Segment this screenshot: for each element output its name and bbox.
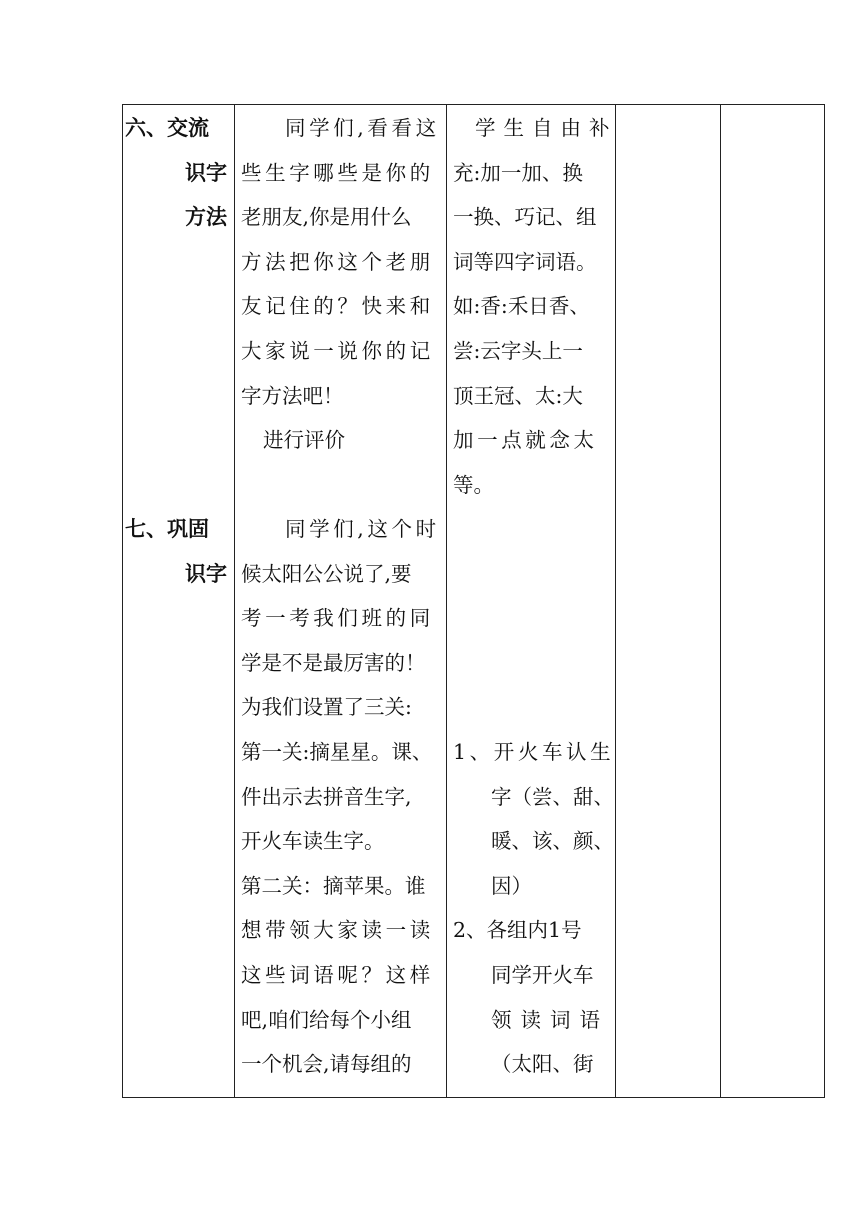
teacher-activity-column <box>241 507 446 1087</box>
student-text-line: 充:加一加、换 <box>453 160 583 185</box>
student-text-line: 学生自由补 <box>475 116 618 140</box>
stage-title: 识字 <box>185 561 227 586</box>
student-text-line: 如:香:禾日香、 <box>453 294 590 319</box>
teacher-activity-column <box>241 106 446 463</box>
column-divider <box>446 105 447 1097</box>
student-text-line: 1、开火车认生 <box>453 740 615 764</box>
student-text-line: 尝:云字头上一 <box>453 338 583 363</box>
student-text-line: 暖、该、颜、 <box>491 829 614 854</box>
teacher-text-line: 吧,咱们给每个小组 <box>241 1007 412 1032</box>
teacher-text-line: 件出示去拼音生字, <box>241 784 412 809</box>
empty-cell <box>616 105 720 1097</box>
student-text-line: 一换、巧记、组 <box>453 205 597 230</box>
teacher-text-line: 一个机会,请每组的 <box>241 1052 412 1077</box>
stage-column <box>125 106 229 240</box>
teacher-text-line: 老朋友,你是用什么 <box>241 205 412 230</box>
teacher-text-line: 为我们设置了三关: <box>241 695 412 720</box>
student-text-line: 等。 <box>453 472 494 497</box>
stage-title: 七、巩固 <box>125 517 209 541</box>
stage-title: 六、交流 <box>125 116 209 140</box>
teacher-text-line: 大家说一说你的记 <box>241 338 434 363</box>
student-text-line: 顶王冠、太:大 <box>453 383 583 408</box>
teacher-text-line: 开火车读生字。 <box>241 829 385 854</box>
student-text-line: 2、各组内1号 <box>453 918 582 943</box>
column-divider <box>234 105 235 1097</box>
empty-cell <box>721 105 824 1097</box>
teacher-text-line: 字方法吧！ <box>241 383 344 408</box>
teacher-text-line: 第二关：摘苹果。谁 <box>241 873 426 898</box>
student-text-line: 词等四字词语。 <box>453 249 597 274</box>
student-text-line: 加一点就念太 <box>453 428 598 453</box>
teacher-text-line: 同学们,这个时 <box>285 517 440 541</box>
stage-column <box>125 507 229 596</box>
student-activity-column <box>453 106 618 507</box>
student-text-line: 领读词语 <box>491 1007 609 1032</box>
teacher-text-line: 进行评价 <box>263 428 345 453</box>
student-text-line: 因） <box>491 873 532 898</box>
teacher-text-line: 第一关:摘星星。课、 <box>241 739 433 764</box>
teacher-text-line: 学是不是最厉害的！ <box>241 650 426 675</box>
teacher-text-line: 这些词语呢？这样 <box>241 962 434 987</box>
teacher-text-line: 同学们,看看这 <box>285 116 440 140</box>
teacher-text-line: 候太阳公公说了,要 <box>241 561 412 586</box>
teacher-text-line: 想带领大家读一读 <box>241 918 434 943</box>
teacher-text-line: 些生字哪些是你的 <box>241 160 434 185</box>
student-text-line: （太阳、街 <box>491 1052 594 1077</box>
teacher-text-line: 方法把你这个老朋 <box>241 249 434 274</box>
teacher-text-line: 友记住的？快来和 <box>241 294 434 319</box>
teacher-text-line: 考一考我们班的同 <box>241 606 434 631</box>
student-activity-column <box>453 730 613 1087</box>
stage-title: 识字 <box>185 160 227 185</box>
lesson-plan-table <box>122 104 825 1098</box>
student-text-line: 字（尝、甜、 <box>491 784 614 809</box>
stage-title: 方法 <box>185 205 227 230</box>
student-text-line: 同学开火车 <box>491 962 594 987</box>
